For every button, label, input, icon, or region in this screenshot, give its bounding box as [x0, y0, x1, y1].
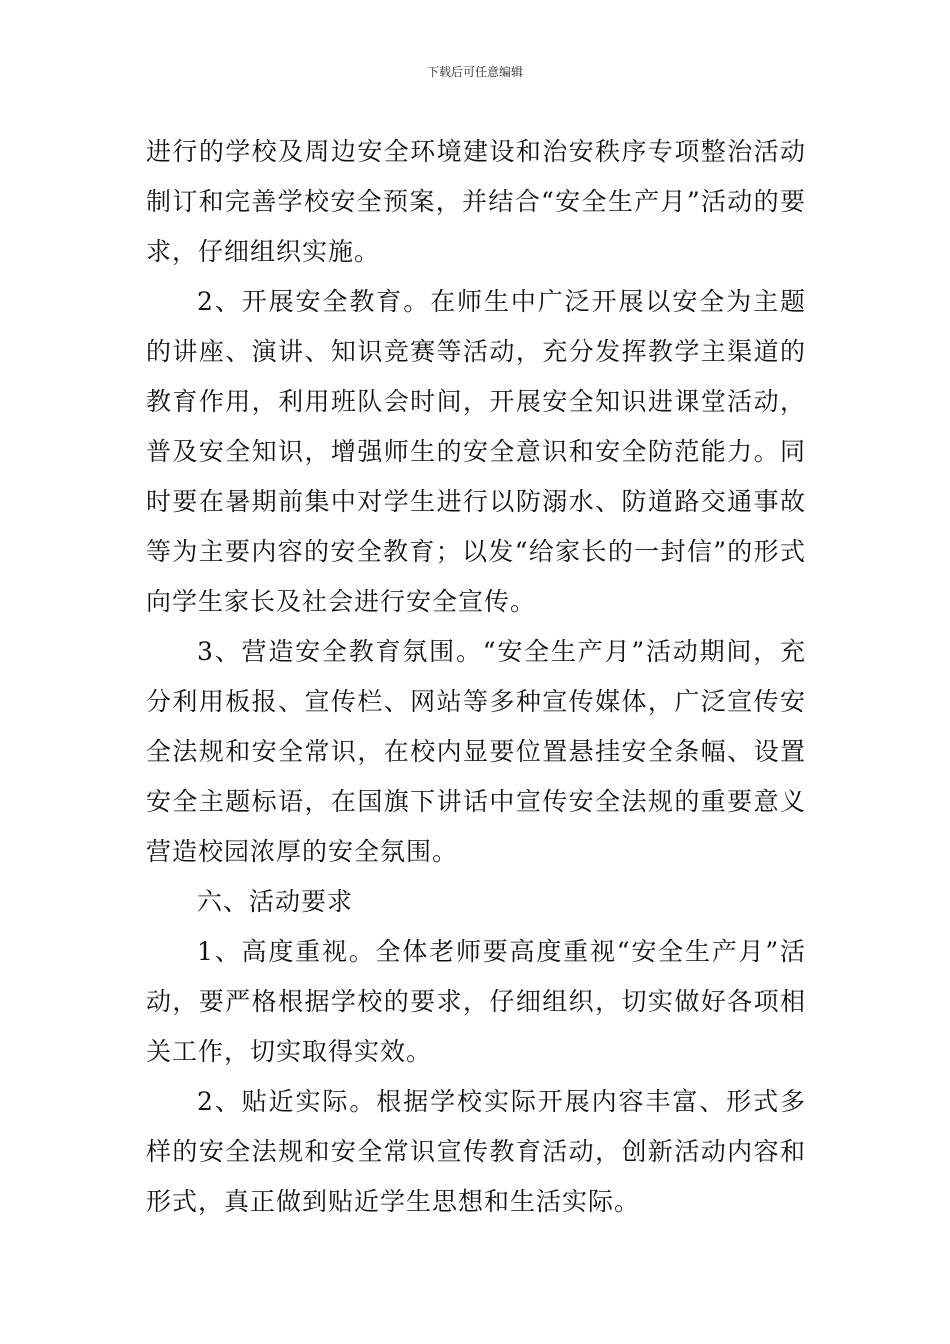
page-header-note: 下载后可任意编辑 [426, 65, 523, 79]
paragraph-continuation: 进行的学校及周边安全环境建设和治安秩序专项整治活动制订和完善学校安全预案，并结合“安全生产月”活动的要求，仔细组织实施。 [146, 137, 806, 266]
paragraph-safety-education: 2、开展安全教育。在师生中广泛开展以安全为主题的讲座、演讲、知识竞赛等活动，充分发挥教学主渠道的教育作用，利用班队会时间，开展安全知识进课堂活动，普及安全知识，增强师生的安全意识和安全防范能力。同时要在暑期前集中对学生进行以防溺水、防道路交通事故等为主要内容的安全教育；以发“给家长的一封信”的形式向学生家长及社会进行安全宣传。 [146, 287, 806, 616]
paragraph-high-attention: 1、高度重视。全体老师要高度重视“安全生产月”活动，要严格根据学校的要求，仔细组织，切实做好各项相关工作，切实取得实效。 [146, 937, 806, 1066]
section-heading-activity-requirements: 六、活动要求 [197, 887, 354, 916]
document-body [146, 127, 806, 1227]
paragraph-safety-atmosphere: 3、营造安全教育氛围。“安全生产月”活动期间，充分利用板报、宣传栏、网站等多种宣传媒体，广泛宣传安全法规和安全常识，在校内显要位置悬挂安全条幅、设置安全主题标语，在国旗下讲话中宣传安全法规的重要意义营造校园浓厚的安全氛围。 [146, 637, 806, 866]
paragraph-close-to-reality: 2、贴近实际。根据学校实际开展内容丰富、形式多样的安全法规和安全常识宣传教育活动，创新活动内容和形式，真正做到贴近学生思想和生活实际。 [146, 1087, 806, 1216]
